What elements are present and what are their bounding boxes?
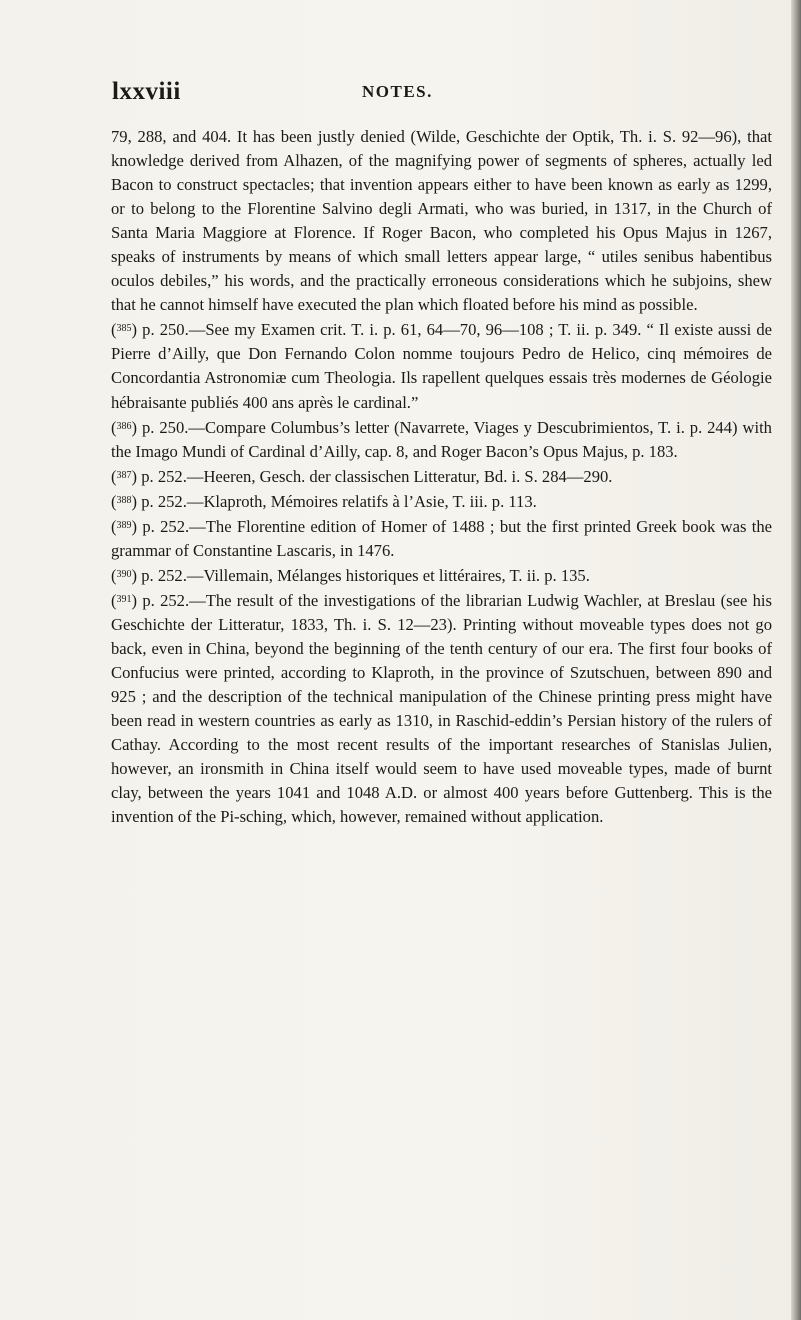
- page-header: [112, 78, 772, 108]
- note-number: 391: [116, 593, 132, 605]
- continued-note-paragraph: 79, 288, and 404. It has been justly denied (Wilde, Geschichte der Optik, Th. i. S. 92—96), that knowledge derived from Alhazen, of the magnifying power of segments of spheres, actually led Bacon to construct spectacles; that invention appears either to have been known as early as 1299, or to belong to the Florentine Salvino degli Armati, who was buried, in 1317, in the Church of Santa Maria Maggiore at Florence. If Roger Bacon, who completed his Opus Majus in 1267, speaks of instruments by means of which small letters appear large, “ utiles senibus habentibus oculos debiles,” his words, and the practically erroneous considerations which he subjoins, shew that he cannot himself have executed the plan which floated before his mind as possible.: [111, 127, 772, 315]
- page-edge-shadow: [791, 0, 801, 1320]
- note-389: ($^{389}$) p. 252.—The Florentine edition of Homer of 1488 ; but the first printed Greek book was the grammar of Constantine Lascaris, in 1476.: [111, 516, 772, 560]
- note-number: 385: [116, 323, 132, 335]
- note-number: 389: [116, 519, 132, 531]
- note-text: p. 250.—See my Examen crit. T. i. p. 61, 64—70, 96—108 ; T. ii. p. 349. “ Il existe aussi de Pierre d’Ailly, que Don Fernando Colon nomme toujours Pedro de Helico, cinq mémoires de Concordantia Astronomiæ cum Theologia. Ils rapellent quelques essais très modernes de Géologie hébraisante publiés 400 ans après le cardinal.”: [111, 320, 772, 412]
- note-number: 390: [116, 568, 132, 580]
- note-text: p. 252.—Villemain, Mélanges historiques et littéraires, T. ii. p. 135.: [141, 565, 590, 585]
- page-number: lxxviii: [112, 78, 181, 105]
- note-391: ($^{391}$) p. 252.—The result of the investigations of the librarian Ludwig Wachler, at Breslau (see his Geschichte der Litteratur, 1833, Th. i. S. 12—23). Printing without moveable types does not go back, even in China, beyond the beginning of the tenth century of our era. The first four books of Confucius were printed, according to Klaproth, in the province of Szutschuen, between 890 and 925 ; and the description of the technical manipulation of the Chinese printing press might have been read in western countries as early as 1310, in Raschid-eddin’s Persian history of the rulers of Cathay. According to the most recent results of the important researches of Stanislas Julien, however, an ironsmith in China itself would seem to have used moveable types, made of burnt clay, between the years 1041 and 1048 A.D. or almost 400 years before Guttenberg. This is the invention of the Pi-sching, which, however, remained without application.: [111, 590, 772, 827]
- note-text: p. 252.—The Florentine edition of Homer of 1488 ; but the first printed Greek book was the grammar of Constantine Lascaris, in 1476.: [111, 516, 772, 560]
- note-388: ($^{388}$) p. 252.—Klaproth, Mémoires relatifs à l’Asie, T. iii. p. 113.: [111, 491, 537, 511]
- note-390: ($^{390}$) p. 252.—Villemain, Mélanges historiques et littéraires, T. ii. p. 135.: [111, 565, 590, 585]
- note-385: ($^{385}$) p. 250.—See my Examen crit. T. i. p. 61, 64—70, 96—108 ; T. ii. p. 349. “ Il existe aussi de Pierre d’Ailly, que Don Fernando Colon nomme toujours Pedro de Helico, cinq mémoires de Concordantia Astronomiæ cum Theologia. Ils rapellent quelques essais très modernes de Géologie hébraisante publiés 400 ans après le cardinal.”: [111, 320, 772, 412]
- note-387: ($^{387}$) p. 252.—Heeren, Gesch. der classischen Litteratur, Bd. i. S. 284—290.: [111, 466, 613, 486]
- note-text: p. 252.—Klaproth, Mémoires relatifs à l’Asie, T. iii. p. 113.: [141, 491, 537, 511]
- note-text: p. 252.—The result of the investigations of the librarian Ludwig Wachler, at Breslau (see his Geschichte der Litteratur, 1833, Th. i. S. 12—23). Printing without moveable types does not go back, even in China, beyond the beginning of the tenth century of our era. The first four books of Confucius were printed, according to Klaproth, in the province of Szutschuen, between 890 and 925 ; and the description of the technical manipulation of the Chinese printing press might have been read in western countries as early as 1310, in Raschid-eddin’s Persian history of the rulers of Cathay. According to the most recent results of the important researches of Stanislas Julien, however, an ironsmith in China itself would seem to have used moveable types, made of burnt clay, between the years 1041 and 1048 A.D. or almost 400 years before Guttenberg. This is the invention of the Pi-sching, which, however, remained without application.: [111, 590, 772, 827]
- notes-body: [111, 125, 772, 829]
- note-number: 387: [116, 469, 132, 481]
- note-386: ($^{386}$) p. 250.—Compare Columbus’s letter (Navarrete, Viages y Descubrimientos, T. i. p. 244) with the Imago Mundi of Cardinal d’Ailly, cap. 8, and Roger Bacon’s Opus Majus, p. 183.: [111, 417, 772, 461]
- running-head: NOTES.: [362, 82, 433, 101]
- note-number: 386: [116, 420, 132, 432]
- note-number: 388: [116, 494, 132, 506]
- note-text: p. 250.—Compare Columbus’s letter (Navarrete, Viages y Descubrimientos, T. i. p. 244) with the Imago Mundi of Cardinal d’Ailly, cap. 8, and Roger Bacon’s Opus Majus, p. 183.: [111, 417, 772, 461]
- note-text: p. 252.—Heeren, Gesch. der classischen Litteratur, Bd. i. S. 284—290.: [141, 466, 613, 486]
